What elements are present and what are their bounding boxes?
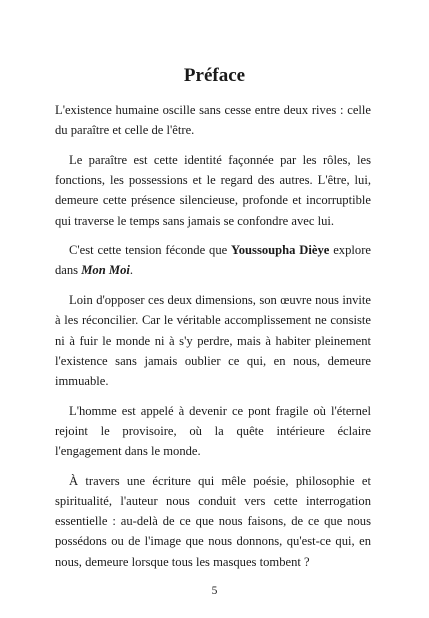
paragraph-1: L'existence humaine oscille sans cesse entre deux rives : celle du paraître et celle de l'être. [55,103,371,138]
paragraph-5: L'homme est appelé à devenir ce pont fragile où l'éternel rejoint le provisoire, où la quête intérieure éclaire l'engagement dans le monde. [55,403,371,459]
paragraph-3-end: . [129,263,134,278]
paragraph-4: Loin d'opposer ces deux dimensions, son œuvre nous invite à les réconcilier. Car le véritable accomplissement ne consiste ni à fuir le monde ni à s'y perdre, mais à habiter pleinement l'existence sans jamais oublier ce qui, en nous, demeure immuable. [55,293,371,388]
paragraph-6: À travers une écriture qui mêle poésie, philosophie et spiritualité, l'auteur nous conduit vers cette interrogation essentielle : au-delà de ce que nous faisons, de ce que nous possédons ou de l'image que nous donnons, qu'est-ce qui, en nous, demeure lorsque tous les masques tombent ? [55,473,371,569]
paragraph-3 [55,240,371,280]
page-number: 5 [211,585,218,597]
book-title: Mon Moi [81,263,130,278]
preface-body [55,100,371,581]
author-name: Youssoupha Dièye [231,243,330,258]
page-title: Préface [183,65,246,86]
paragraph-2: Le paraître est cette identité façonnée par les rôles, les fonctions, les possessions et le regard des autres. L'être, lui, demeure cette présence silencieuse, profonde et incorruptible qui traverse le temps sans jamais se confondre avec lui. [55,152,371,228]
paragraph-3-lead: C'est cette tension féconde que [69,243,232,258]
paragraph-3-middle: explore dans [55,243,371,278]
